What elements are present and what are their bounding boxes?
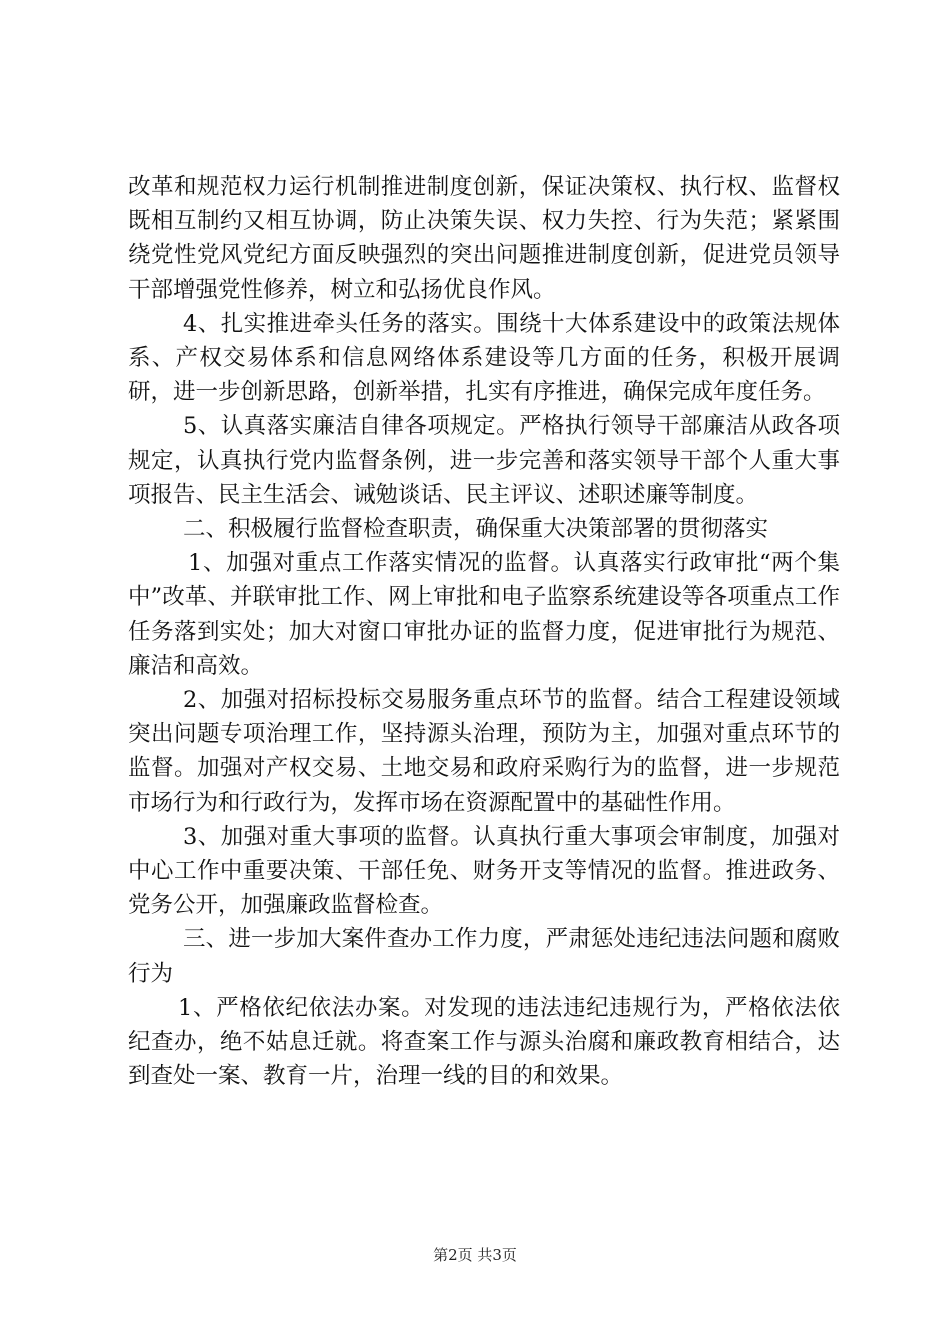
paragraph-section2-item-1: 1、加强对重点工作落实情况的监督。认真落实行政审批“两个集中”改革、并联审批工作、网上审批和电子监察系统建设等各项重点工作任务落到实处；加大对窗口审批办证的监督力度，促进审批行为规范、廉洁和高效。 [128, 550, 840, 679]
section-heading-2: 二、积极履行监督检查职责，确保重大决策部署的贯彻落实 [183, 516, 769, 543]
paragraph-continuation: 改革和规范权力运行机制推进制度创新，保证决策权、执行权、监督权既相互制约又相互协调，防止决策失误、权力失控、行为失范；紧紧围绕党性党风党纪方面反映强烈的突出问题推进制度创新，促进党员领导干部增强党性修养，树立和弘扬优良作风。 [128, 174, 840, 303]
paragraph-item-5: 5、认真落实廉洁自律各项规定。严格执行领导干部廉洁从政各项规定，认真执行党内监督条例，进一步完善和落实领导干部个人重大事项报告、民主生活会、诫勉谈话、民主评议、述职述廉等制度。 [128, 413, 840, 508]
paragraph-section2-item-3: 3、加强对重大事项的监督。认真执行重大事项会审制度，加强对中心工作中重要决策、干部任免、财务开支等情况的监督。推进政务、党务公开，加强廉政监督检查。 [128, 823, 840, 919]
paragraph-section2-item-2: 2、加强对招标投标交易服务重点环节的监督。结合工程建设领域突出问题专项治理工作，坚持源头治理，预防为主，加强对重点环节的监督。加强对产权交易、土地交易和政府采购行为的监督，进一步规范市场行为和行政行为，发挥市场在资源配置中的基础性作用。 [128, 687, 840, 816]
document-body [128, 170, 840, 1093]
page-footer: 第2页 共3页 [433, 1246, 517, 1264]
paragraph-section3-item-1: 1、严格依纪依法办案。对发现的违法违纪违规行为，严格依法依纪查办，绝不姑息迁就。将查案工作与源头治腐和廉政教育相结合，达到查处一案、教育一片，治理一线的目的和效果。 [128, 994, 840, 1090]
section-heading-3: 三、进一步加大案件查办工作力度，严肃惩处违纪违法问题和腐败行为 [128, 926, 840, 987]
paragraph-item-4: 4、扎实推进牵头任务的落实。围绕十大体系建设中的政策法规体系、产权交易体系和信息网络体系建设等几方面的任务，积极开展调研，进一步创新思路，创新举措，扎实有序推进，确保完成年度任务。 [128, 310, 840, 406]
